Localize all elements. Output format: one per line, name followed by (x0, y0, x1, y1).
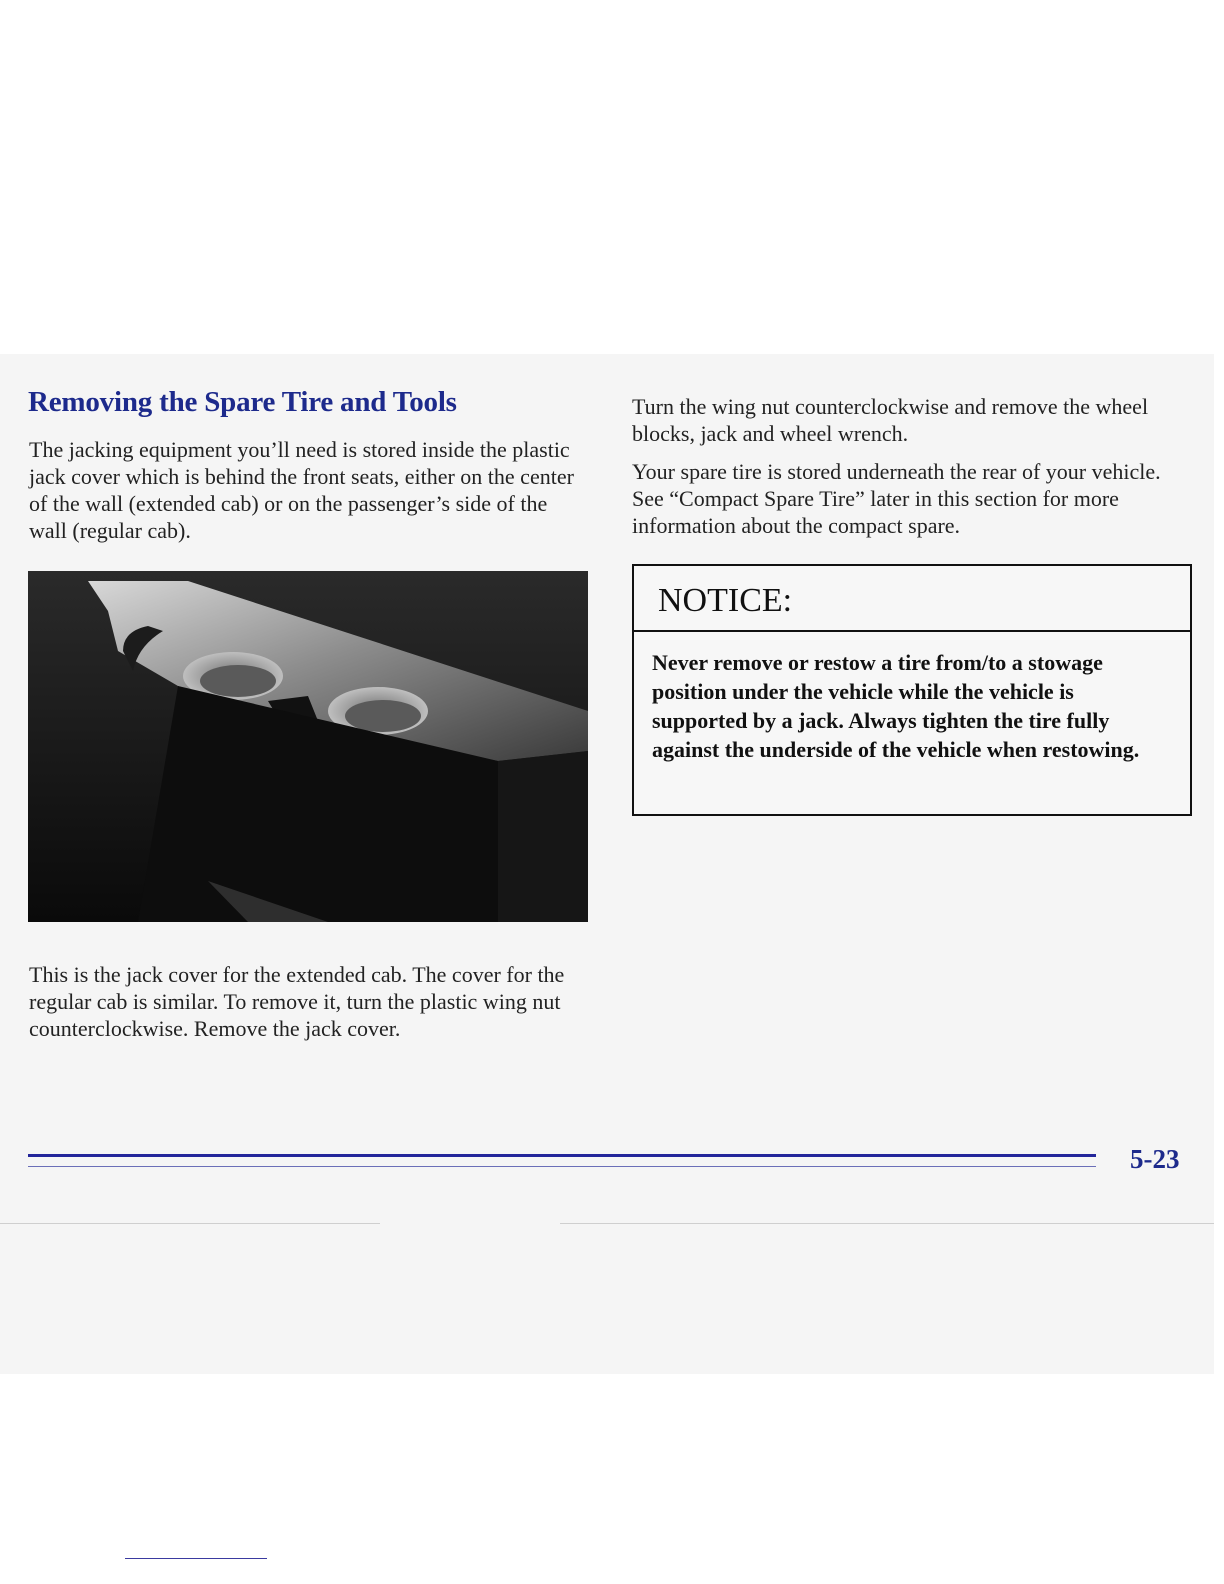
footer-rule (28, 1154, 1096, 1157)
notice-box (632, 564, 1192, 816)
spare-location-paragraph: Your spare tire is stored underneath the rear of your vehicle. See “Compact Spare Tire” later in this section for more information about the compact spare. (632, 459, 1161, 538)
scan-artifact-line (560, 1223, 1214, 1224)
jack-cover-photo (28, 571, 588, 922)
footer-link-underline (125, 1558, 267, 1559)
wing-nut-paragraph: Turn the wing nut counterclockwise and remove the wheel blocks, jack and wheel wrench. (632, 394, 1149, 446)
photo-caption: This is the jack cover for the extended cab. The cover for the regular cab is similar. To remove it, turn the plastic wing nut counterclockwise. Remove the jack cover. (29, 962, 565, 1041)
scan-artifact-line (0, 1223, 380, 1224)
intro-paragraph: The jacking equipment you’ll need is stored inside the plastic jack cover which is behind the front seats, either on the center of the wall (extended cab) or on the passenger’s side of the wall (regular cab). (29, 437, 574, 543)
notice-body: Never remove or restow a tire from/to a stowage position under the vehicle while the vehicle is supported by a jack. Always tighten the tire fully against the underside of the vehicle when restowing. (652, 650, 1140, 762)
section-heading: Removing the Spare Tire and Tools (28, 386, 457, 418)
footer-rule-thin (28, 1166, 1096, 1167)
notice-title: NOTICE: (634, 566, 1190, 632)
page-number: 5-23 (1130, 1144, 1180, 1174)
